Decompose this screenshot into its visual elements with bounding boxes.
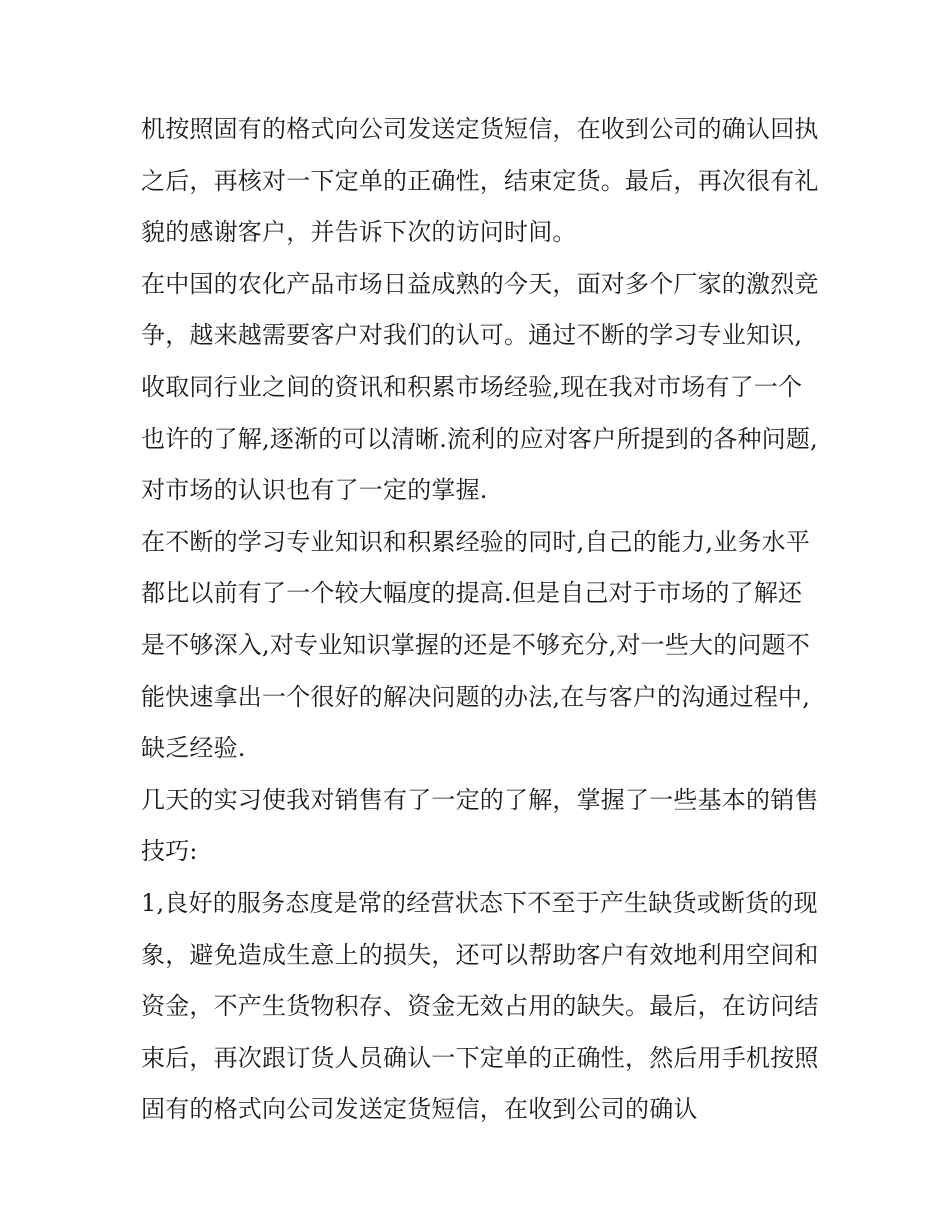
paragraph-2: 在中国的农化产品市场日益成熟的今天，面对多个厂家的激烈竞争，越来越需要客户对我们的认可。通过不断的学习专业知识,收取同行业之间的资讯和积累市场经验,现在我对市场有了一个也许的了解,逐渐的可以清晰.流利的应对客户所提到的各种问题,对市场的认识也有了一定的掌握. (141, 269, 819, 505)
paragraph-1: 机按照固有的格式向公司发送定货短信，在收到公司的确认回执之后，再核对一下定单的正确性，结束定货。最后，再次很有礼貌的感谢客户，并告诉下次的访问时间。 (141, 115, 819, 247)
paragraph-5: 1,良好的服务态度是常的经营状态下不至于产生缺货或断货的现象，避免造成生意上的损失，还可以帮助客户有效地利用空间和资金，不产生货物积存、资金无效占用的缺失。最后，在访问结束后，再次跟订货人员确认一下定单的正确性，然后用手机按照固有的格式向公司发送定货短信，在收到公司的确认 (141, 888, 819, 1124)
document-page (141, 104, 821, 1136)
paragraph-4: 几天的实习使我对销售有了一定的了解，掌握了一些基本的销售技巧: (141, 785, 819, 866)
paragraph-3: 在不断的学习专业知识和积累经验的同时,自己的能力,业务水平都比以前有了一个较大幅度的提高.但是自己对于市场的了解还是不够深入,对专业知识掌握的还是不够充分,对一些大的问题不能快速拿出一个很好的解决问题的办法,在与客户的沟通过程中,缺乏经验. (141, 527, 811, 763)
